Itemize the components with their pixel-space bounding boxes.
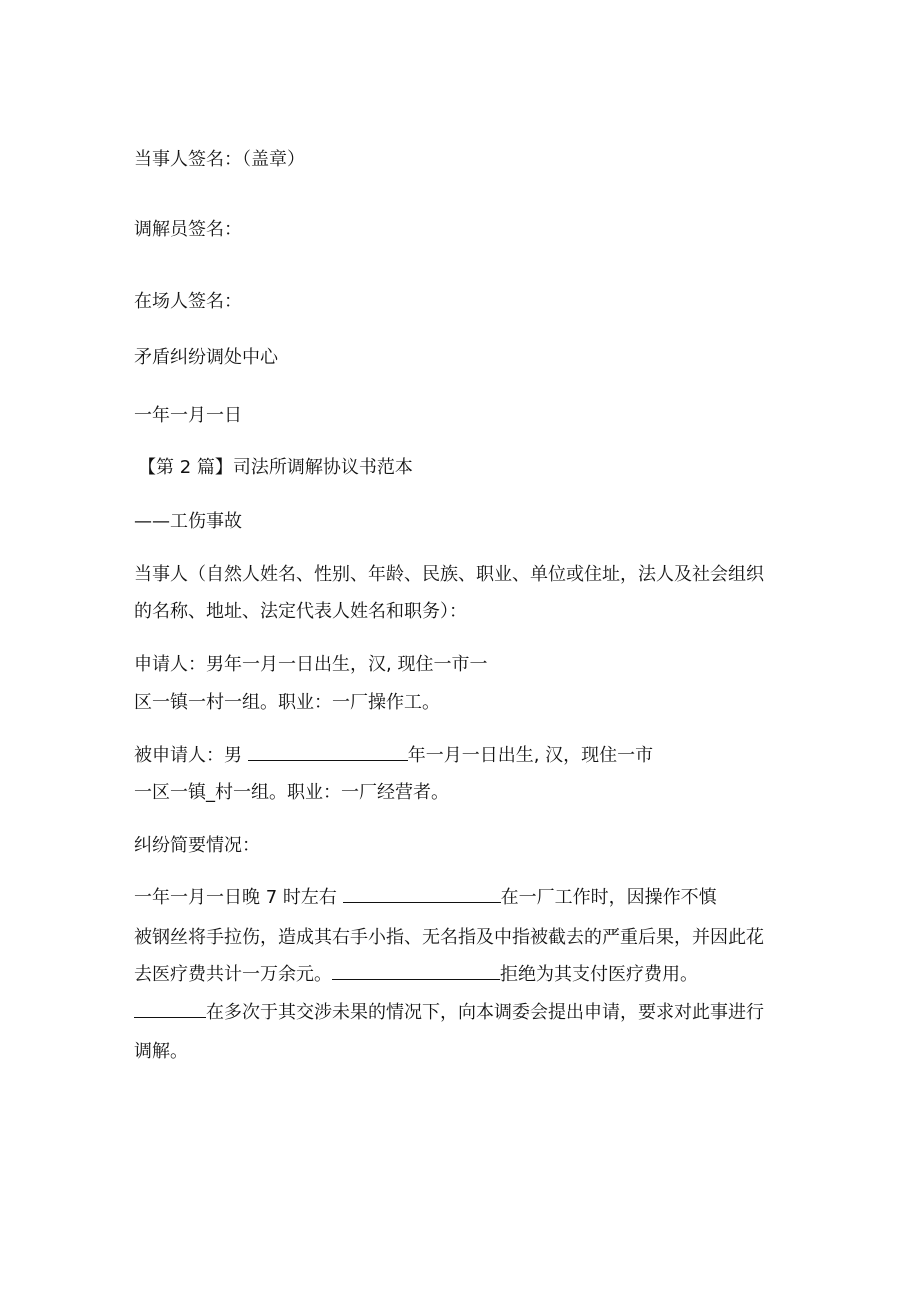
respondent-label: 被申请人：男 bbox=[134, 745, 242, 766]
parties-intro-line-2: 的名称、地址、法定代表人姓名和职务）： bbox=[134, 601, 467, 622]
dispute-work-text: 在一厂工作时，因操作不慎 bbox=[500, 887, 717, 908]
dispute-line-5: 调解。 bbox=[134, 1041, 188, 1062]
party-signature-line: 当事人签名：（盖章） bbox=[134, 149, 305, 170]
dispute-cost-text: 去医疗费共计一万余元。 bbox=[134, 964, 332, 985]
applicant-line-2: 区一镇一村一组。职业：一厂操作工。 bbox=[134, 692, 440, 713]
witness-signature-line: 在场人签名： bbox=[134, 291, 242, 312]
applicant-line-1: 申请人：男年一月一日出生，汉, 现住一市一 bbox=[134, 654, 488, 675]
respondent-line-2: 一区一镇_村一组。职业：一厂经营者。 bbox=[134, 782, 449, 803]
dispute-time-text: 一年一月一日晚 7 时左右 bbox=[134, 887, 337, 908]
dispute-name-blank-1 bbox=[343, 886, 501, 903]
dispute-request-text: 在多次于其交涉未果的情况下，向本调委会提出申请，要求对此事进行 bbox=[206, 1002, 764, 1023]
respondent-line-1 bbox=[134, 744, 653, 768]
article-subtitle: ——工伤事故 bbox=[134, 511, 242, 532]
dispute-line-3 bbox=[134, 963, 698, 987]
dispute-refusal-text: 拒绝为其支付医疗费用。 bbox=[500, 964, 698, 985]
mediator-signature-line: 调解员签名： bbox=[134, 219, 242, 240]
mediation-center-name: 矛盾纠纷调处中心 bbox=[134, 347, 278, 368]
signature-date: 一年一月一日 bbox=[134, 405, 242, 426]
dispute-line-2: 被钢丝将手拉伤，造成其右手小指、无名指及中指被截去的严重后果，并因此花 bbox=[134, 927, 764, 948]
dispute-heading: 纠纷简要情况： bbox=[134, 835, 260, 856]
respondent-birth-text: 年一月一日出生, 汉，现住一市 bbox=[407, 745, 654, 766]
dispute-name-blank-2 bbox=[332, 963, 500, 980]
dispute-name-blank-3 bbox=[134, 1001, 206, 1018]
dispute-line-4 bbox=[134, 1001, 764, 1025]
dispute-line-1 bbox=[134, 886, 717, 910]
article-title: 【第 2 篇】司法所调解协议书范本 bbox=[138, 457, 413, 478]
respondent-name-blank bbox=[248, 744, 408, 761]
parties-intro-line-1: 当事人（自然人姓名、性别、年龄、民族、职业、单位或住址，法人及社会组织 bbox=[134, 564, 764, 585]
